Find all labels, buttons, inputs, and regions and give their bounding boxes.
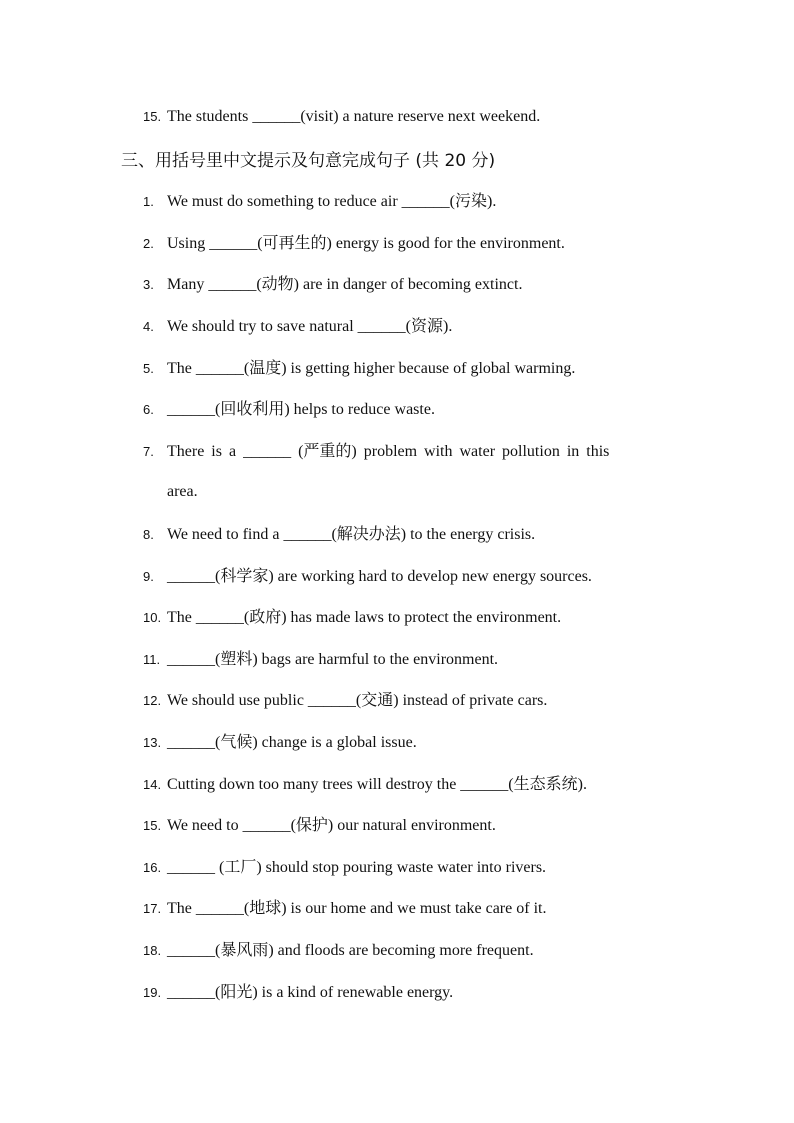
question-text: The ______(地球) is our home and we must take care of it. <box>167 900 547 917</box>
question-number: 4. <box>143 319 154 334</box>
question-text: The ______(政府) has made laws to protect the environment. <box>167 609 562 626</box>
question-item <box>143 733 683 753</box>
question-item <box>143 567 683 587</box>
question-text: ______(气候) change is a global issue. <box>167 734 417 751</box>
question-item <box>143 899 683 919</box>
question-text: ______(科学家) are working hard to develop new energy sources. <box>167 568 592 585</box>
question-item <box>143 650 683 670</box>
question-number: 6. <box>143 402 154 417</box>
question-number: 18. <box>143 943 162 958</box>
prev-question-15 <box>143 107 683 127</box>
question-number: 1. <box>143 194 154 209</box>
question-text: ______(回收利用) helps to reduce waste. <box>167 401 435 418</box>
question-number: 8. <box>143 527 154 542</box>
question-item <box>143 317 683 337</box>
question-text: We should try to save natural ______(资源). <box>167 318 453 335</box>
question-number: 5. <box>143 361 154 376</box>
question-text: Using ______(可再生的) energy is good for the environment. <box>167 235 565 252</box>
question-item <box>143 234 683 254</box>
question-text: Cutting down too many trees will destroy the ______(生态系统). <box>167 776 587 793</box>
question-text: We should use public ______(交通) instead of private cars. <box>167 692 548 709</box>
question-number: 12. <box>143 693 162 708</box>
question-text: We must do something to reduce air ______(污染). <box>167 193 497 210</box>
question-item <box>143 400 683 420</box>
question-item <box>143 192 683 212</box>
question-number: 3. <box>143 277 154 292</box>
question-text: The students ______(visit) a nature reserve next weekend. <box>167 108 541 125</box>
question-text: ______(暴风雨) and floods are becoming more frequent. <box>167 942 534 959</box>
question-text: We need to find a ______(解决办法) to the energy crisis. <box>167 526 536 543</box>
question-number: 7. <box>143 444 154 459</box>
question-item <box>143 442 683 462</box>
question-item <box>143 941 683 961</box>
question-continuation: area. <box>167 483 198 500</box>
question-number: 2. <box>143 236 154 251</box>
question-item <box>143 608 683 628</box>
question-item <box>143 816 683 836</box>
question-item <box>143 858 683 878</box>
question-item <box>143 691 683 711</box>
question-text: ______(阳光) is a kind of renewable energy. <box>167 984 454 1001</box>
question-item <box>143 983 683 1003</box>
question-item <box>143 775 683 795</box>
question-number: 10. <box>143 610 162 625</box>
question-number: 9. <box>143 569 154 584</box>
question-text: We need to ______(保护) our natural environment. <box>167 817 496 834</box>
question-item <box>143 275 683 295</box>
question-number: 13. <box>143 735 162 750</box>
question-text: ______ (工厂) should stop pouring waste water into rivers. <box>167 859 547 876</box>
question-number: 17. <box>143 901 162 916</box>
question-number: 15. <box>143 109 162 124</box>
question-text: Many ______(动物) are in danger of becoming extinct. <box>167 276 523 293</box>
question-item <box>143 359 683 379</box>
question-number: 19. <box>143 985 162 1000</box>
question-item <box>143 525 683 545</box>
question-number: 14. <box>143 777 162 792</box>
question-number: 15. <box>143 818 162 833</box>
question-text: ______(塑料) bags are harmful to the environment. <box>167 651 499 668</box>
question-number: 16. <box>143 860 162 875</box>
section-title: 三、用括号里中文提示及句意完成句子 (共 20 分) <box>121 151 496 171</box>
question-number: 11. <box>143 652 161 667</box>
question-text: There is a ______ (严重的) problem with water pollution in this <box>167 443 610 460</box>
question-text: The ______(温度) is getting higher because of global warming. <box>167 360 576 377</box>
